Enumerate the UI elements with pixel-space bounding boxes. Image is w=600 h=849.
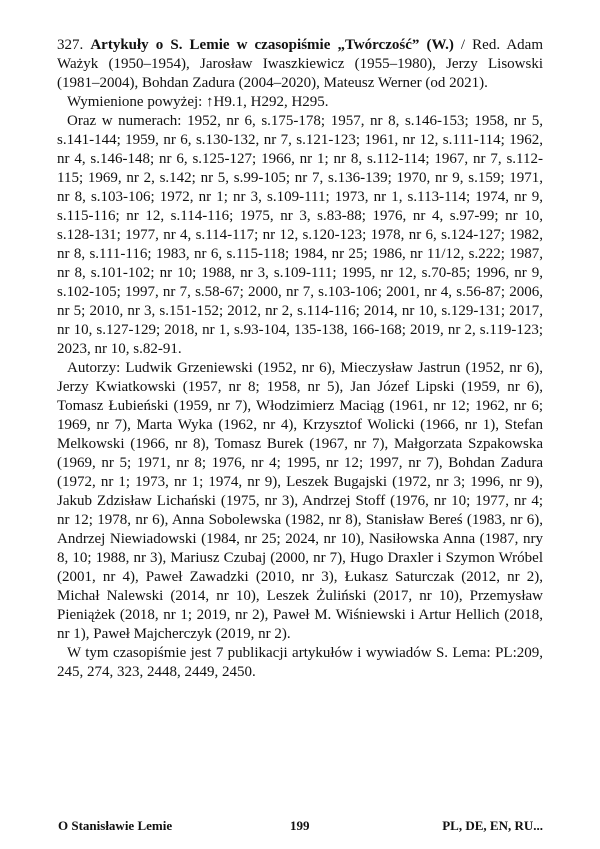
entry-editors: / Red. Adam Ważyk (1950–1954), Jarosław Iwaszkiewicz (1955–1980), Jerzy Lisowski (1981–2004), Bohdan Zadura (2004–2020), Mateusz Werner (od 2021). bbox=[57, 37, 543, 91]
entry-heading bbox=[57, 36, 543, 93]
entry-issues: Oraz w numerach: 1952, nr 6, s.175-178; 1957, nr 8, s.146-153; 1958, nr 5, s.141-144; 1959, nr 6, s.130-132, nr 7, s.121-123; 1961, nr 12, s.111-114; 1962, nr 4, s.146-148; nr 6, s.125-127; 1966, nr 1; nr 8, s.112-114; 1967, nr 7, s.112-115; 1969, nr 2, s.142; nr 5, s.99-105; nr 7, s.136-139; 1970, nr 9, s.159; 1971, nr 8, s.103-106; 1972, nr 1; nr 3, s.109-111; 1973, nr 1, s.113-114; 1974, nr 9, s.115-116; nr 12, s.114-116; 1975, nr 3, s.83-88; 1976, nr 4, s.97-99; nr 10, s.128-131; 1977, nr 4, s.114-117; nr 12, s.120-123; 1978, nr 6, s.124-127; 1982, nr 8, s.111-116; 1983, nr 6, s.115-118; 1984, nr 25; 1986, nr 11/12, s.222; 1987, nr 8, s.101-102; nr 10; 1988, nr 3, s.109-111; 1995, nr 12, s.70-85; 1996, nr 9, s.102-105; 1997, nr 7, s.58-67; 2000, nr 7, s.103-106; 2001, nr 4, s.56-87; 2006, nr 5; 2010, nr 3, s.151-152; 2012, nr 2, s.114-116; 2014, nr 10, s.129-131; 2017, nr 10, s.127-129; 2018, nr 1, s.93-104, 135-138, 166-168; 2019, nr 2, s.119-123; 2023, nr 10, s.82-91. bbox=[57, 113, 543, 357]
entry-mentioned: Wymienione powyżej: ↑H9.1, H292, H295. bbox=[67, 94, 329, 110]
entry-summary: W tym czasopiśmie jest 7 publikacji artykułów i wywiadów S. Lema: PL:209, 245, 274, 323, 2448, 2449, 2450. bbox=[57, 645, 543, 680]
page-number: 199 bbox=[290, 818, 310, 833]
page-footer bbox=[58, 817, 543, 835]
entry-authors: Autorzy: Ludwik Grzeniewski (1952, nr 6), Mieczysław Jastrun (1952, nr 6), Jerzy Kwiatkowski (1957, nr 8; 1958, nr 5), Jan Józef Lipski (1959, nr 6), Tomasz Łubieński (1959, nr 7), Włodzimierz Maciąg (1961, nr 12; 1962, nr 6; 1969, nr 7), Marta Wyka (1962, nr 4), Krzysztof Wolicki (1966, nr 1), Stefan Melkowski (1966, nr 8), Tomasz Burek (1967, nr 7), Małgorzata Szpakowska (1969, nr 5; 1971, nr 8; 1976, nr 4; 1995, nr 12; 1997, nr 7), Bohdan Zadura (1972, nr 1; 1973, nr 1; 1974, nr 9), Leszek Bugajski (1972, nr 3; 1996, nr 9), Jakub Zdzisław Lichański (1975, nr 3), Andrzej Stoff (1976, nr 10; 1977, nr 4; nr 12; 1978, nr 6), Anna Sobolewska (1982, nr 8), Stanisław Bereś (1983, nr 6), Andrzej Niewiadowski (1984, nr 25; 2024, nr 10), Nasiłowska Anna (1987, nry 8, 10; 1988, nr 3), Mariusz Czubaj (2000, nr 7), Hugo Draxler i Szymon Wróbel (2001, nr 4), Paweł Zawadzki (2010, nr 3), Łukasz Saturczak (2012, nr 2), Michał Nalewski (2014, nr 10), Leszek Żuliński (2017, nr 10), Przemysław Pieniążek (2018, nr 1; 2019, nr 2), Paweł M. Wiśniewski i Artur Hellich (2018, nr 1), Paweł Majcherczyk (2019, nr 2). bbox=[57, 360, 543, 642]
entry-number: 327. bbox=[57, 37, 84, 53]
document-body bbox=[57, 36, 543, 682]
entry-title: Artykuły o S. Lemie w czasopiśmie „Twórczość” (W.) bbox=[90, 37, 454, 53]
footer-languages: PL, DE, EN, RU... bbox=[442, 818, 543, 833]
footer-book-title: O Stanisławie Lemie bbox=[58, 818, 173, 833]
